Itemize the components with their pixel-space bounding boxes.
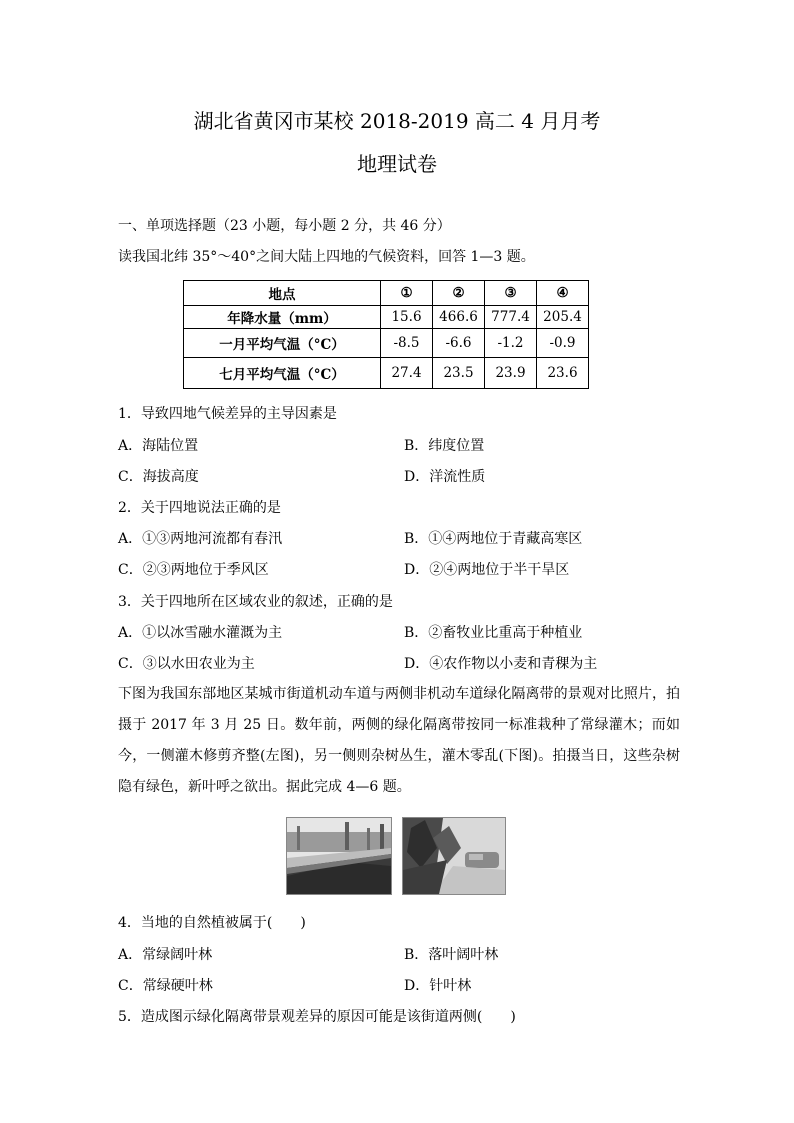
passage-text: 下图为我国东部地区某城市街道机动车道与两侧非机动车道绿化隔离带的景观对比照片，拍摄于 2017 年 3 月 25 日。数年前，两侧的绿化隔离带按同一标准栽种了常绿灌木；而如今，一侧灌木修剪齐整(左图)，另一侧则杂树丛生，灌木零乱(下图)。拍摄当日，这些杂树隐有绿色，新叶呼之欲出。据此完成 4—6 题。: [118, 686, 680, 795]
question-4-stem: 4．当地的自然植被属于( ): [118, 915, 306, 931]
table-header-cell: ①: [381, 281, 433, 306]
question-5-stem: 5．造成图示绿化隔离带景观差异的原因可能是该街道两侧( ): [118, 1009, 516, 1025]
table-cell: -6.6: [433, 329, 485, 358]
table-header-cell: ④: [537, 281, 589, 306]
question-2-option-d: D．②④两地位于半干旱区: [404, 562, 570, 578]
question-4-option-d: D．针叶林: [404, 978, 472, 994]
table-row: [184, 358, 589, 389]
table-row-label: 七月平均气温（°C）: [184, 358, 381, 389]
exam-title: 湖北省黄冈市某校 2018-2019 高二 4 月月考: [193, 109, 601, 133]
exam-subtitle: 地理试卷: [357, 152, 437, 176]
table-row: [184, 329, 589, 358]
table-header-row: [184, 281, 589, 306]
table-cell: -0.9: [537, 329, 589, 358]
question-1-stem: 1．导致四地气候差异的主导因素是: [118, 406, 337, 422]
section-intro: 读我国北纬 35°～40°之间大陆上四地的气候资料，回答 1—3 题。: [118, 249, 535, 265]
table-cell: 466.6: [433, 306, 485, 329]
table-row-label: 年降水量（mm）: [184, 306, 381, 329]
table-cell: 777.4: [485, 306, 537, 329]
question-3-option-b: B．②畜牧业比重高于种植业: [404, 625, 583, 641]
table-cell: 27.4: [381, 358, 433, 389]
table-cell: 23.9: [485, 358, 537, 389]
table-cell: 205.4: [537, 306, 589, 329]
question-3-option-a: A．①以冰雪融水灌溉为主: [118, 625, 283, 641]
section-heading: 一、单项选择题（23 小题，每小题 2 分，共 46 分）: [118, 218, 451, 234]
question-3-option-d: D．④农作物以小麦和青稞为主: [404, 656, 598, 672]
question-2-stem: 2．关于四地说法正确的是: [118, 500, 281, 516]
question-1-option-c: C．海拔高度: [118, 469, 199, 485]
table-header-cell: ③: [485, 281, 537, 306]
question-1-option-d: D．洋流性质: [404, 469, 486, 485]
table-cell: -8.5: [381, 329, 433, 358]
table-cell: 23.6: [537, 358, 589, 389]
photo-left-trimmed-hedge: [286, 817, 392, 895]
question-3-stem: 3．关于四地所在区域农业的叙述，正确的是: [118, 594, 393, 610]
table-row-label: 一月平均气温（°C）: [184, 329, 381, 358]
table-cell: 15.6: [381, 306, 433, 329]
question-3-option-c: C．③以水田农业为主: [118, 656, 255, 672]
question-2-option-b: B．①④两地位于青藏高寒区: [404, 531, 583, 547]
photo-right-overgrown-hedge: [402, 817, 506, 895]
table-header-cell: ②: [433, 281, 485, 306]
climate-table: [183, 280, 589, 389]
table-cell: 23.5: [433, 358, 485, 389]
table-header-cell: 地点: [184, 281, 381, 306]
question-4-option-c: C．常绿硬叶林: [118, 978, 213, 994]
question-1-option-b: B．纬度位置: [404, 438, 485, 454]
question-2-option-a: A．①③两地河流都有春汛: [118, 531, 283, 547]
question-4-option-a: A．常绿阔叶林: [118, 947, 213, 963]
question-1-option-a: A．海陆位置: [118, 438, 199, 454]
question-4-option-b: B．落叶阔叶林: [404, 947, 499, 963]
table-row: [184, 306, 589, 329]
table-cell: -1.2: [485, 329, 537, 358]
question-2-option-c: C．②③两地位于季风区: [118, 562, 269, 578]
